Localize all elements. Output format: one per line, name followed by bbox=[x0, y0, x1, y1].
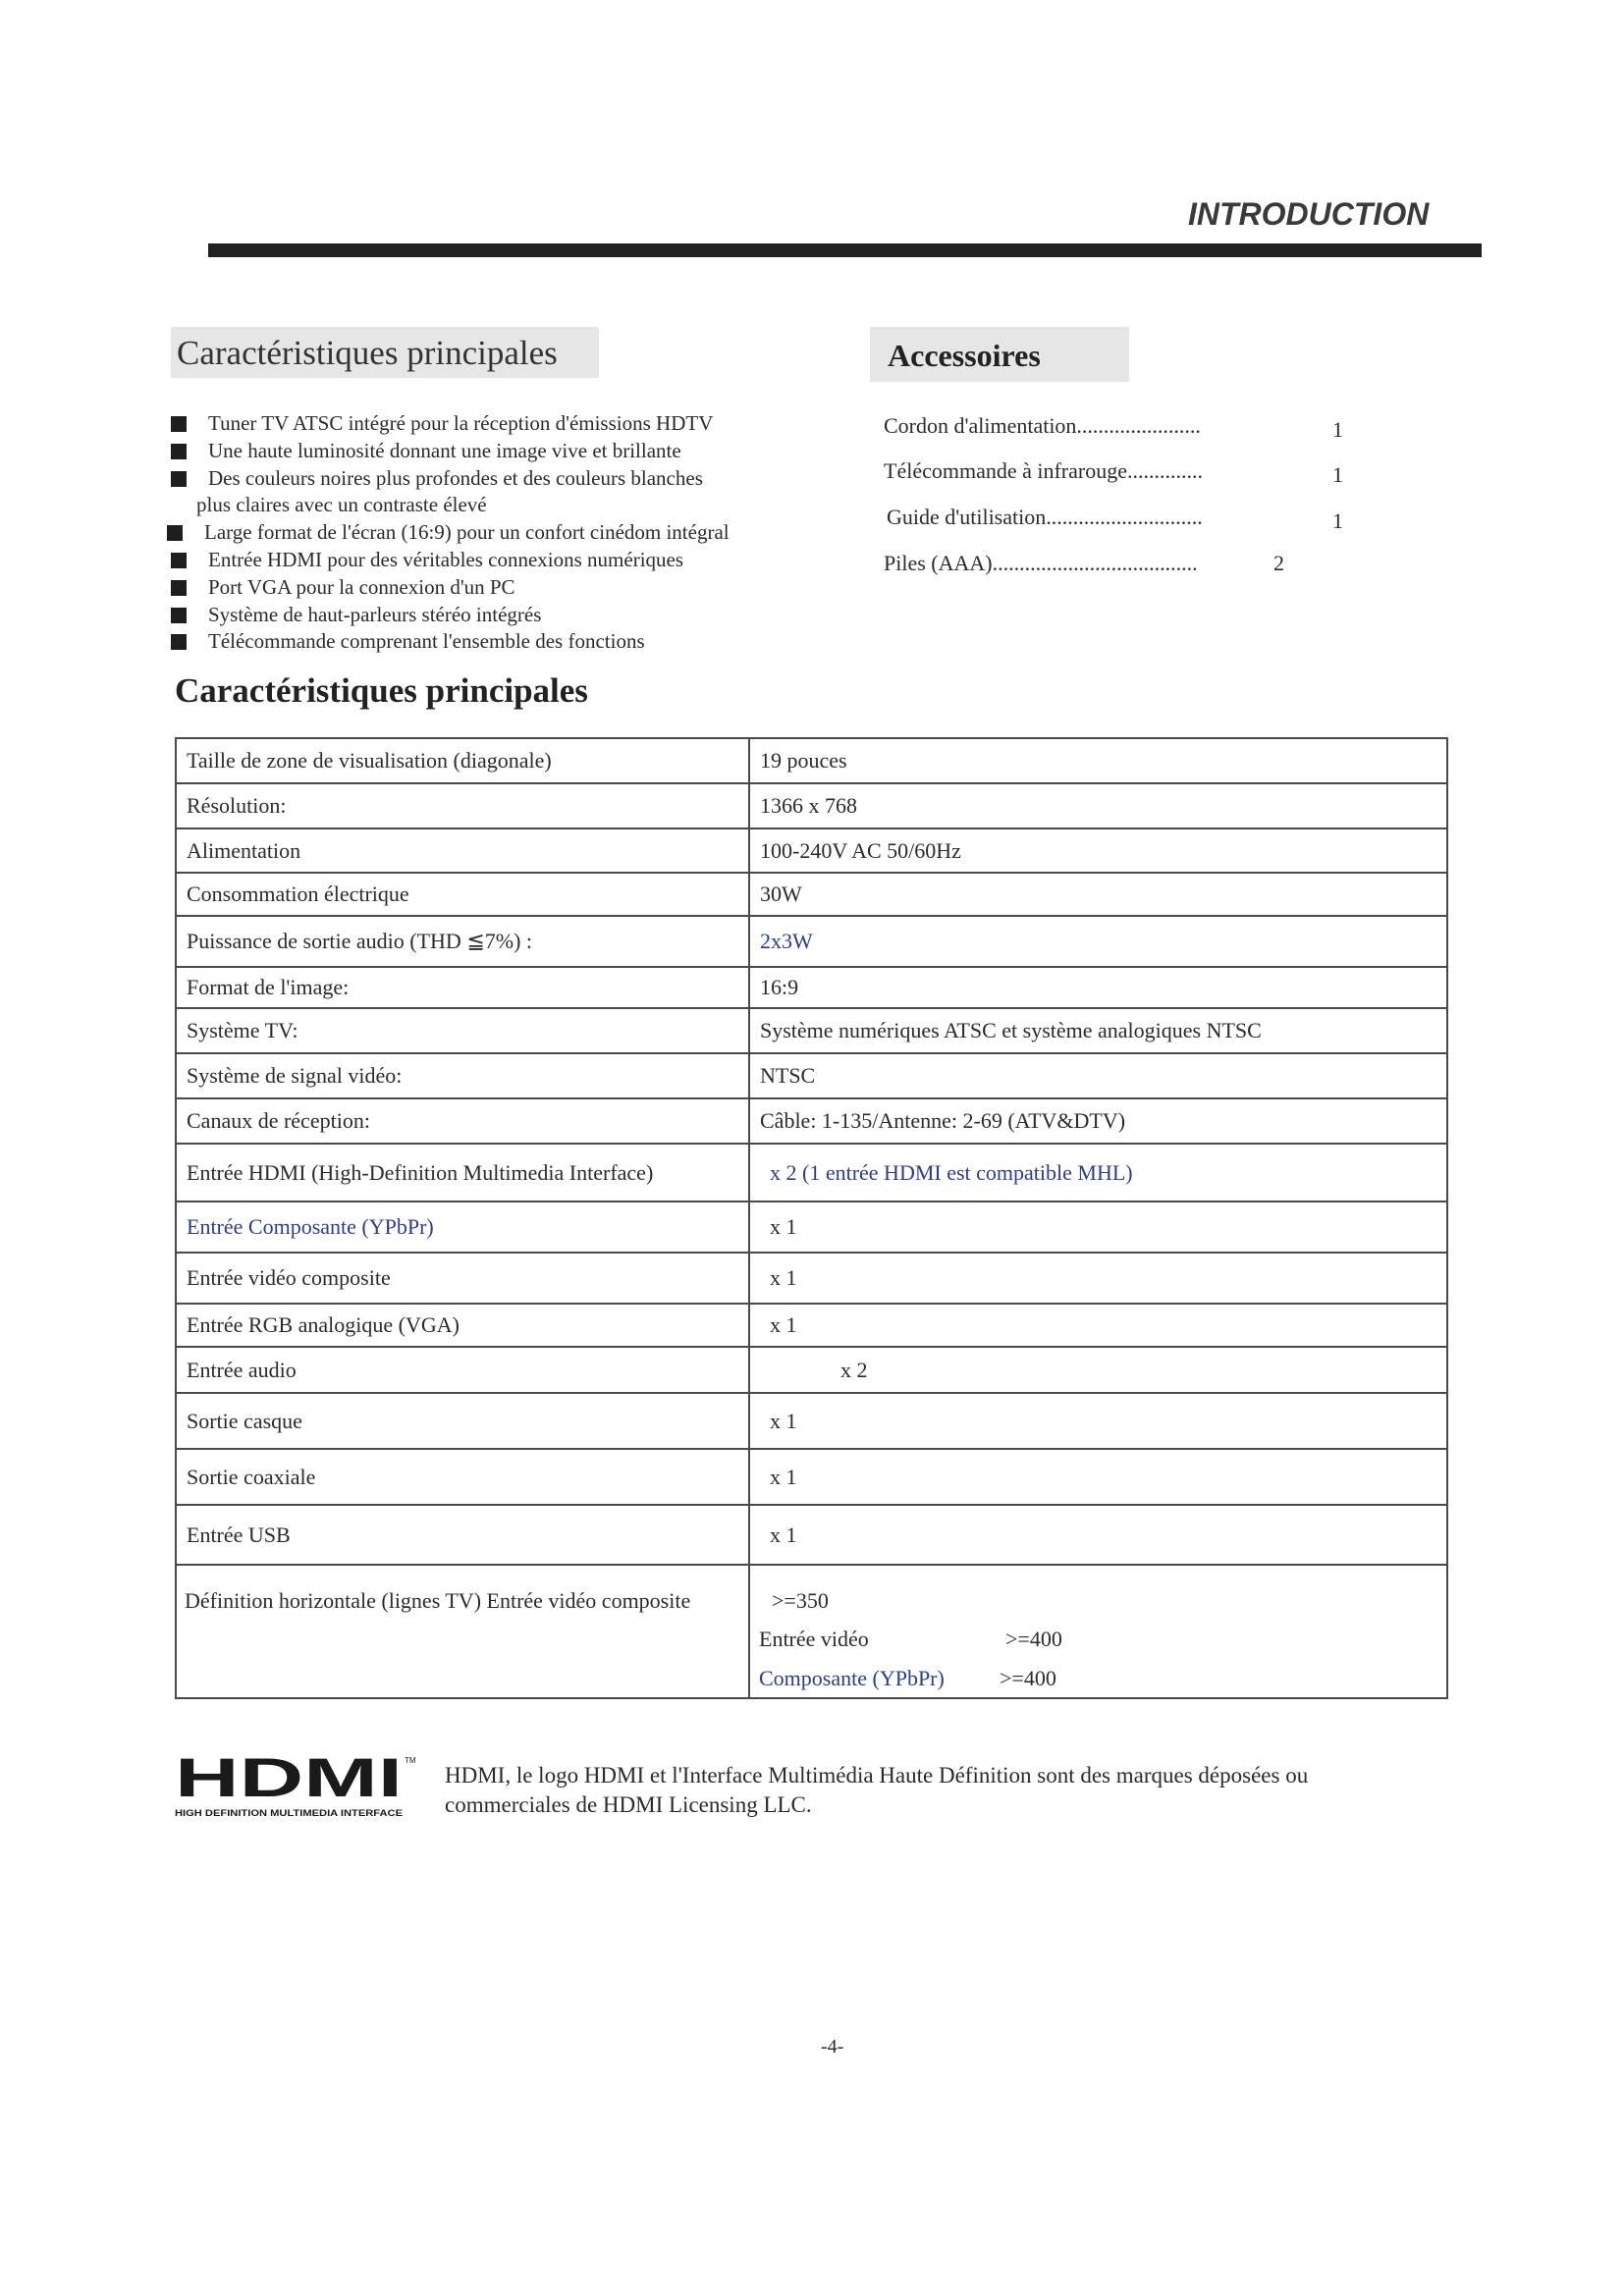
bullet-square-icon bbox=[171, 634, 187, 650]
list-item-continuation: plus claires avec un contraste élevé bbox=[196, 493, 487, 517]
resolution-component-value: >=400 bbox=[1000, 1666, 1056, 1690]
features-list bbox=[171, 410, 819, 656]
bullet-square-icon bbox=[171, 471, 187, 487]
section-title: INTRODUCTION bbox=[1188, 196, 1430, 232]
hdmi-logo-wordmark: HDMI bbox=[175, 1751, 403, 1808]
page-number: -4- bbox=[821, 2036, 844, 2057]
resolution-video-label: Entrée vidéo bbox=[759, 1627, 869, 1651]
hdmi-logo-subtitle: HIGH DEFINITION MULTIMEDIA INTERFACE bbox=[175, 1808, 403, 1818]
table-row: Format de l'image: 16:9 bbox=[176, 967, 1447, 1008]
table-row: Système de signal vidéo: NTSC bbox=[176, 1053, 1447, 1098]
bullet-square-icon bbox=[171, 608, 187, 623]
accessory-item: Cordon d'alimentation....................... bbox=[884, 413, 1201, 438]
hdmi-trademark: TM bbox=[405, 1756, 416, 1765]
accessory-item: Piles (AAA)...................................... bbox=[884, 551, 1198, 575]
resolution-composite-value: >=350 bbox=[772, 1588, 829, 1613]
bullet-square-icon bbox=[171, 580, 187, 596]
list-item: Tuner TV ATSC intégré pour la réception d'émissions HDTV bbox=[171, 410, 819, 438]
table-row: Alimentation 100-240V AC 50/60Hz bbox=[176, 828, 1447, 873]
header-rule bbox=[208, 243, 1482, 257]
bullet-square-icon bbox=[171, 444, 187, 459]
table-row: Puissance de sortie audio (THD ≦7%) : 2x3W bbox=[176, 916, 1447, 967]
accessory-qty: 1 bbox=[1332, 417, 1343, 442]
table-row: Résolution: 1366 x 768 bbox=[176, 783, 1447, 828]
table-row: Entrée USB x 1 bbox=[176, 1505, 1447, 1565]
bullet-square-icon bbox=[167, 525, 183, 541]
list-item: Une haute luminosité donnant une image vive et brillante bbox=[171, 438, 819, 465]
table-row: Entrée vidéo composite x 1 bbox=[176, 1253, 1447, 1304]
specs-title: Caractéristiques principales bbox=[175, 671, 588, 710]
table-row: Canaux de réception: Câble: 1-135/Antenne: 2-69 (ATV&DTV) bbox=[176, 1098, 1447, 1144]
features-title: Caractéristiques principales bbox=[177, 334, 558, 372]
accessory-item: Guide d'utilisation............................. bbox=[887, 505, 1203, 529]
list-item: Port VGA pour la connexion d'un PC bbox=[171, 574, 819, 602]
hdmi-trademark-notice: HDMI, le logo HDMI et l'Interface Multimédia Haute Définition sont des marques déposées ou commerciales de HDMI Licensing LLC. bbox=[445, 1763, 1309, 1817]
specs-table bbox=[175, 737, 1448, 1699]
accessory-item: Télécommande à infrarouge.............. bbox=[884, 458, 1203, 483]
accessory-qty: 1 bbox=[1332, 508, 1343, 533]
list-item: Large format de l'écran (16:9) pour un confort cinédom intégral bbox=[167, 519, 819, 547]
list-item: Système de haut-parleurs stéréo intégrés bbox=[171, 602, 819, 629]
accessory-qty: 2 bbox=[1273, 551, 1284, 575]
resolution-label: Définition horizontale (lignes TV) Entrée vidéo composite bbox=[185, 1588, 691, 1613]
resolution-component-label: Composante (YPbPr) bbox=[759, 1666, 945, 1690]
table-row: Entrée audio x 2 bbox=[176, 1347, 1447, 1393]
table-row: Taille de zone de visualisation (diagonale) 19 pouces bbox=[176, 738, 1447, 783]
table-row: Entrée Composante (YPbPr) x 1 bbox=[176, 1201, 1447, 1253]
accessory-qty: 1 bbox=[1332, 462, 1343, 487]
table-row: Système TV: Système numériques ATSC et système analogiques NTSC bbox=[176, 1008, 1447, 1053]
table-row: Entrée HDMI (High-Definition Multimedia Interface) x 2 (1 entrée HDMI est compatible MHL) bbox=[176, 1144, 1447, 1201]
table-row: Consommation électrique 30W bbox=[176, 873, 1447, 916]
list-item: Télécommande comprenant l'ensemble des fonctions bbox=[171, 628, 819, 656]
list-item: Entrée HDMI pour des véritables connexions numériques bbox=[171, 547, 819, 574]
bullet-square-icon bbox=[171, 416, 187, 432]
list-item: Des couleurs noires plus profondes et des couleurs blanches bbox=[171, 465, 819, 493]
table-row: Entrée RGB analogique (VGA) x 1 bbox=[176, 1304, 1447, 1347]
table-row: Sortie coaxiale x 1 bbox=[176, 1449, 1447, 1505]
bullet-square-icon bbox=[171, 553, 187, 568]
resolution-video-value: >=400 bbox=[1005, 1627, 1062, 1651]
accessories-title: Accessoires bbox=[888, 338, 1041, 373]
table-row: Sortie casque x 1 bbox=[176, 1393, 1447, 1449]
hdmi-logo bbox=[173, 1751, 418, 1820]
